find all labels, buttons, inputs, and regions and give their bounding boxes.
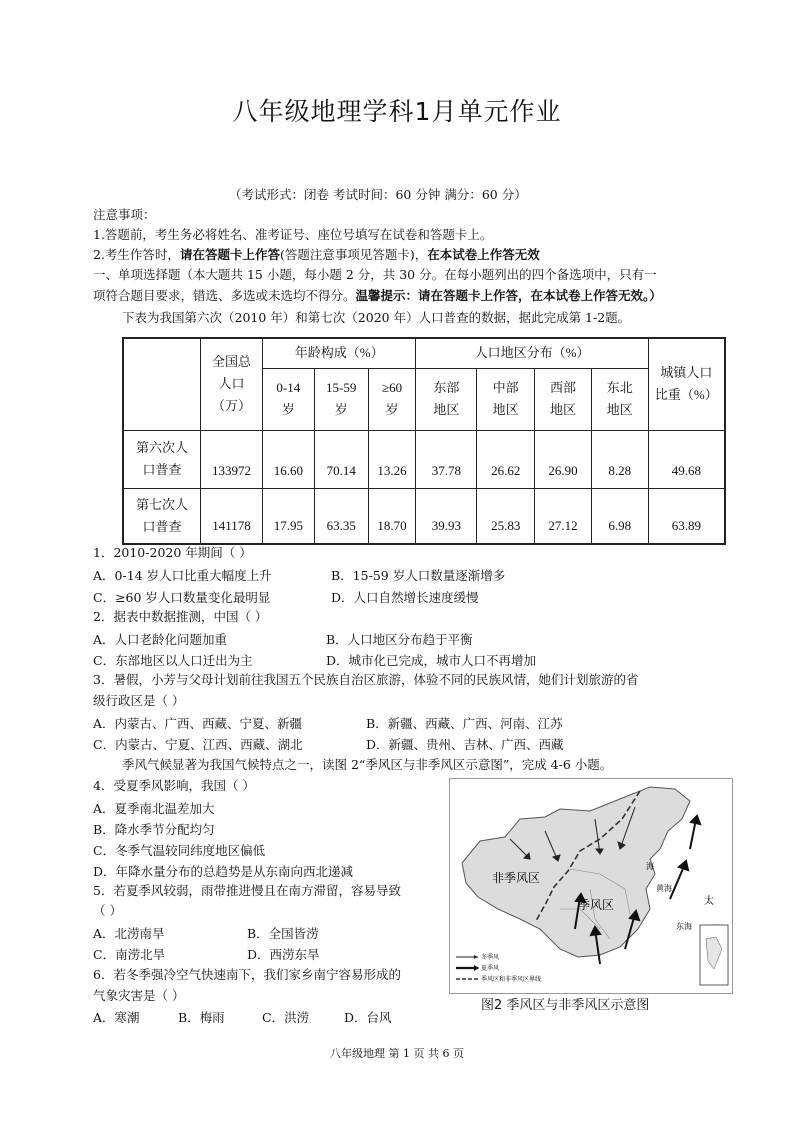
cell: 141178: [201, 488, 263, 544]
header-region-west: 西部 地区: [535, 368, 592, 430]
cell: 8.28: [591, 430, 648, 488]
q2-option-b: B．人口地区分布趋于平衡: [326, 632, 473, 647]
header-empty-cell: [123, 338, 201, 430]
cell: 39.93: [416, 488, 477, 544]
header-age-60-plus: ≥60 岁: [368, 368, 416, 430]
question-5-line-2: （ ）: [93, 903, 122, 918]
cell: 18.70: [368, 488, 416, 544]
notice-2: [93, 246, 540, 264]
table-row: [123, 430, 725, 488]
row-label: 第六次人 口普查: [123, 430, 201, 488]
row-label: 第七次人 口普查: [123, 488, 201, 544]
legend-boundary: 季风区和非季风区界线: [481, 976, 542, 983]
page-title: 八年级地理学科1月单元作业: [232, 97, 562, 126]
q3-option-a: A．内蒙古、广西、西藏、宁夏、新疆: [93, 716, 303, 731]
q4-option-d: D．年降水量分布的总趋势是从东南向西北递减: [93, 864, 354, 879]
question-6-line-1: 6．若冬季强冷空气快速南下，我们家乡南宁容易形成的: [93, 967, 401, 982]
q6-option-c: C．洪涝: [262, 1010, 310, 1025]
question-1: 1．2010-2020 年期间（ ）: [93, 545, 252, 560]
monsoon-map-figure: [449, 778, 733, 994]
header-age-structure: 年龄构成（%）: [262, 338, 416, 368]
cell: 26.90: [535, 430, 592, 488]
question-2: 2．据表中数据推测，中国（ ）: [93, 609, 268, 624]
cell: 26.62: [477, 430, 535, 488]
header-total-population: 全国总 人口 （万）: [201, 338, 263, 430]
header-age-0-14: 0-14 岁: [262, 368, 314, 430]
table-row: [123, 488, 725, 544]
cell: 16.60: [262, 430, 314, 488]
q3-option-c: C．内蒙古、宁夏、江西、西藏、湖北: [93, 737, 303, 752]
cell: 27.12: [535, 488, 592, 544]
question-3-line-1: 3．暑假，小芳与父母计划前往我国五个民族自治区旅游，体验不同的民族风情，她们计划旅游的省: [93, 672, 639, 687]
label-sea-small: 海: [646, 862, 654, 871]
notice-1: 1.答题前，考生务必将姓名、准考证号、座位号填写在试卷和答题卡上。: [93, 227, 493, 242]
header-region-northeast: 东北 地区: [591, 368, 648, 430]
header-region-east: 东部 地区: [416, 368, 477, 430]
cell: 49.68: [648, 430, 725, 488]
question-4: 4．受夏季风影响，我国（ ）: [93, 778, 255, 793]
label-monsoon: 季风区: [578, 898, 615, 912]
cell: 25.83: [477, 488, 535, 544]
q3-option-d: D．新疆、贵州、吉林、广西、西藏: [366, 737, 564, 752]
notice-2-a: 2.考生作答时，: [93, 247, 180, 262]
exam-info: （考试形式：闭卷 考试时间：60 分钟 满分：60 分）: [229, 187, 527, 202]
notice-2-b: 请在答题卡上作答: [179, 247, 280, 262]
cell: 63.89: [648, 488, 725, 544]
q1-option-b: B．15-59 岁人口数量逐渐增多: [331, 568, 506, 583]
cell: 13.26: [368, 430, 416, 488]
q6-option-a: A．寒潮: [93, 1010, 140, 1025]
section-1-b-a: 项符合题目要求，错选、多选或未选均不得分。: [93, 288, 356, 303]
q1-option-a: A．0-14 岁人口比重大幅度上升: [93, 568, 272, 583]
section-1-line-a: 一、单项选择题（本大题共 15 小题，每小题 2 分，共 30 分。在每小题列出的四个备选项中，只有一: [93, 267, 657, 282]
label-tai: 太: [704, 896, 714, 907]
q2-option-a: A．人口老龄化问题加重: [93, 632, 228, 647]
page-footer: 八年级地理 第 1 页 共 6 页: [330, 1047, 464, 1060]
q6-option-d: D．台风: [344, 1010, 392, 1025]
notice-heading: 注意事项：: [93, 207, 156, 222]
q5-option-c: C．南涝北旱: [93, 947, 166, 962]
table-intro: 下表为我国第六次（2010 年）和第七次（2020 年）人口普查的数据，据此完成第 1-2题。: [122, 310, 631, 325]
question-3-line-2: 级行政区是（ ）: [93, 693, 185, 708]
cell: 37.78: [416, 430, 477, 488]
cell: 17.95: [262, 488, 314, 544]
header-region-distribution: 人口地区分布（%）: [416, 338, 648, 368]
map-caption: 图2 季风区与非季风区示意图: [481, 998, 650, 1013]
q5-option-d: D．西涝东旱: [247, 947, 320, 962]
section-1-line-b: [93, 287, 662, 305]
q5-option-b: B．全国皆涝: [247, 926, 319, 941]
q4-option-c: C．冬季气温较同纬度地区偏低: [93, 843, 266, 858]
cell: 63.35: [314, 488, 368, 544]
label-east-sea: 东海: [676, 922, 692, 931]
q3-option-b: B．新疆、西藏、广西、河南、江苏: [366, 716, 563, 731]
q2-option-d: D．城市化已完成，城市人口不再增加: [326, 653, 537, 668]
header-urban-ratio: 城镇人口 比重（%）: [648, 338, 725, 430]
question-6-line-2: 气象灾害是（ ）: [93, 988, 185, 1003]
legend-winter: 冬季风: [481, 954, 500, 961]
intro-4-6: 季风气候显著为我国气候特点之一，读图 2“季风区与非季风区示意图”，完成 4-6 小题。: [122, 757, 613, 772]
q2-option-c: C．东部地区以人口迁出为主: [93, 653, 253, 668]
census-table: [122, 337, 726, 545]
legend-summer: 夏季风: [481, 965, 500, 972]
cell: 6.98: [591, 488, 648, 544]
map-legend: [456, 953, 541, 983]
header-age-15-59: 15-59 岁: [314, 368, 368, 430]
notice-2-c: (答题注意事项见答题卡)，: [279, 247, 428, 262]
q6-option-b: B．梅雨: [178, 1010, 225, 1025]
monsoon-map: [450, 779, 732, 993]
notice-2-d: 在本试卷上作答无效: [427, 247, 540, 262]
cell: 133972: [201, 430, 263, 488]
q5-option-a: A．北涝南旱: [93, 926, 165, 941]
header-region-central: 中部 地区: [477, 368, 535, 430]
q1-option-c: C．≥60 岁人口数量变化最明显: [93, 590, 271, 605]
q1-option-d: D．人口自然增长速度缓慢: [331, 590, 479, 605]
q4-option-a: A．夏季南北温差加大: [93, 801, 215, 816]
question-5-line-1: 5．若夏季风较弱，雨带推进慢且在南方滞留，容易导致: [93, 883, 401, 898]
label-yellow-sea: 黄海: [656, 884, 672, 893]
cell: 70.14: [314, 430, 368, 488]
q4-option-b: B．降水季节分配均匀: [93, 822, 215, 837]
label-non-monsoon: 非季风区: [492, 871, 541, 885]
section-1-b-b: 温馨提示：请在答题卡上作答，在本试卷上作答无效。）: [355, 288, 662, 303]
